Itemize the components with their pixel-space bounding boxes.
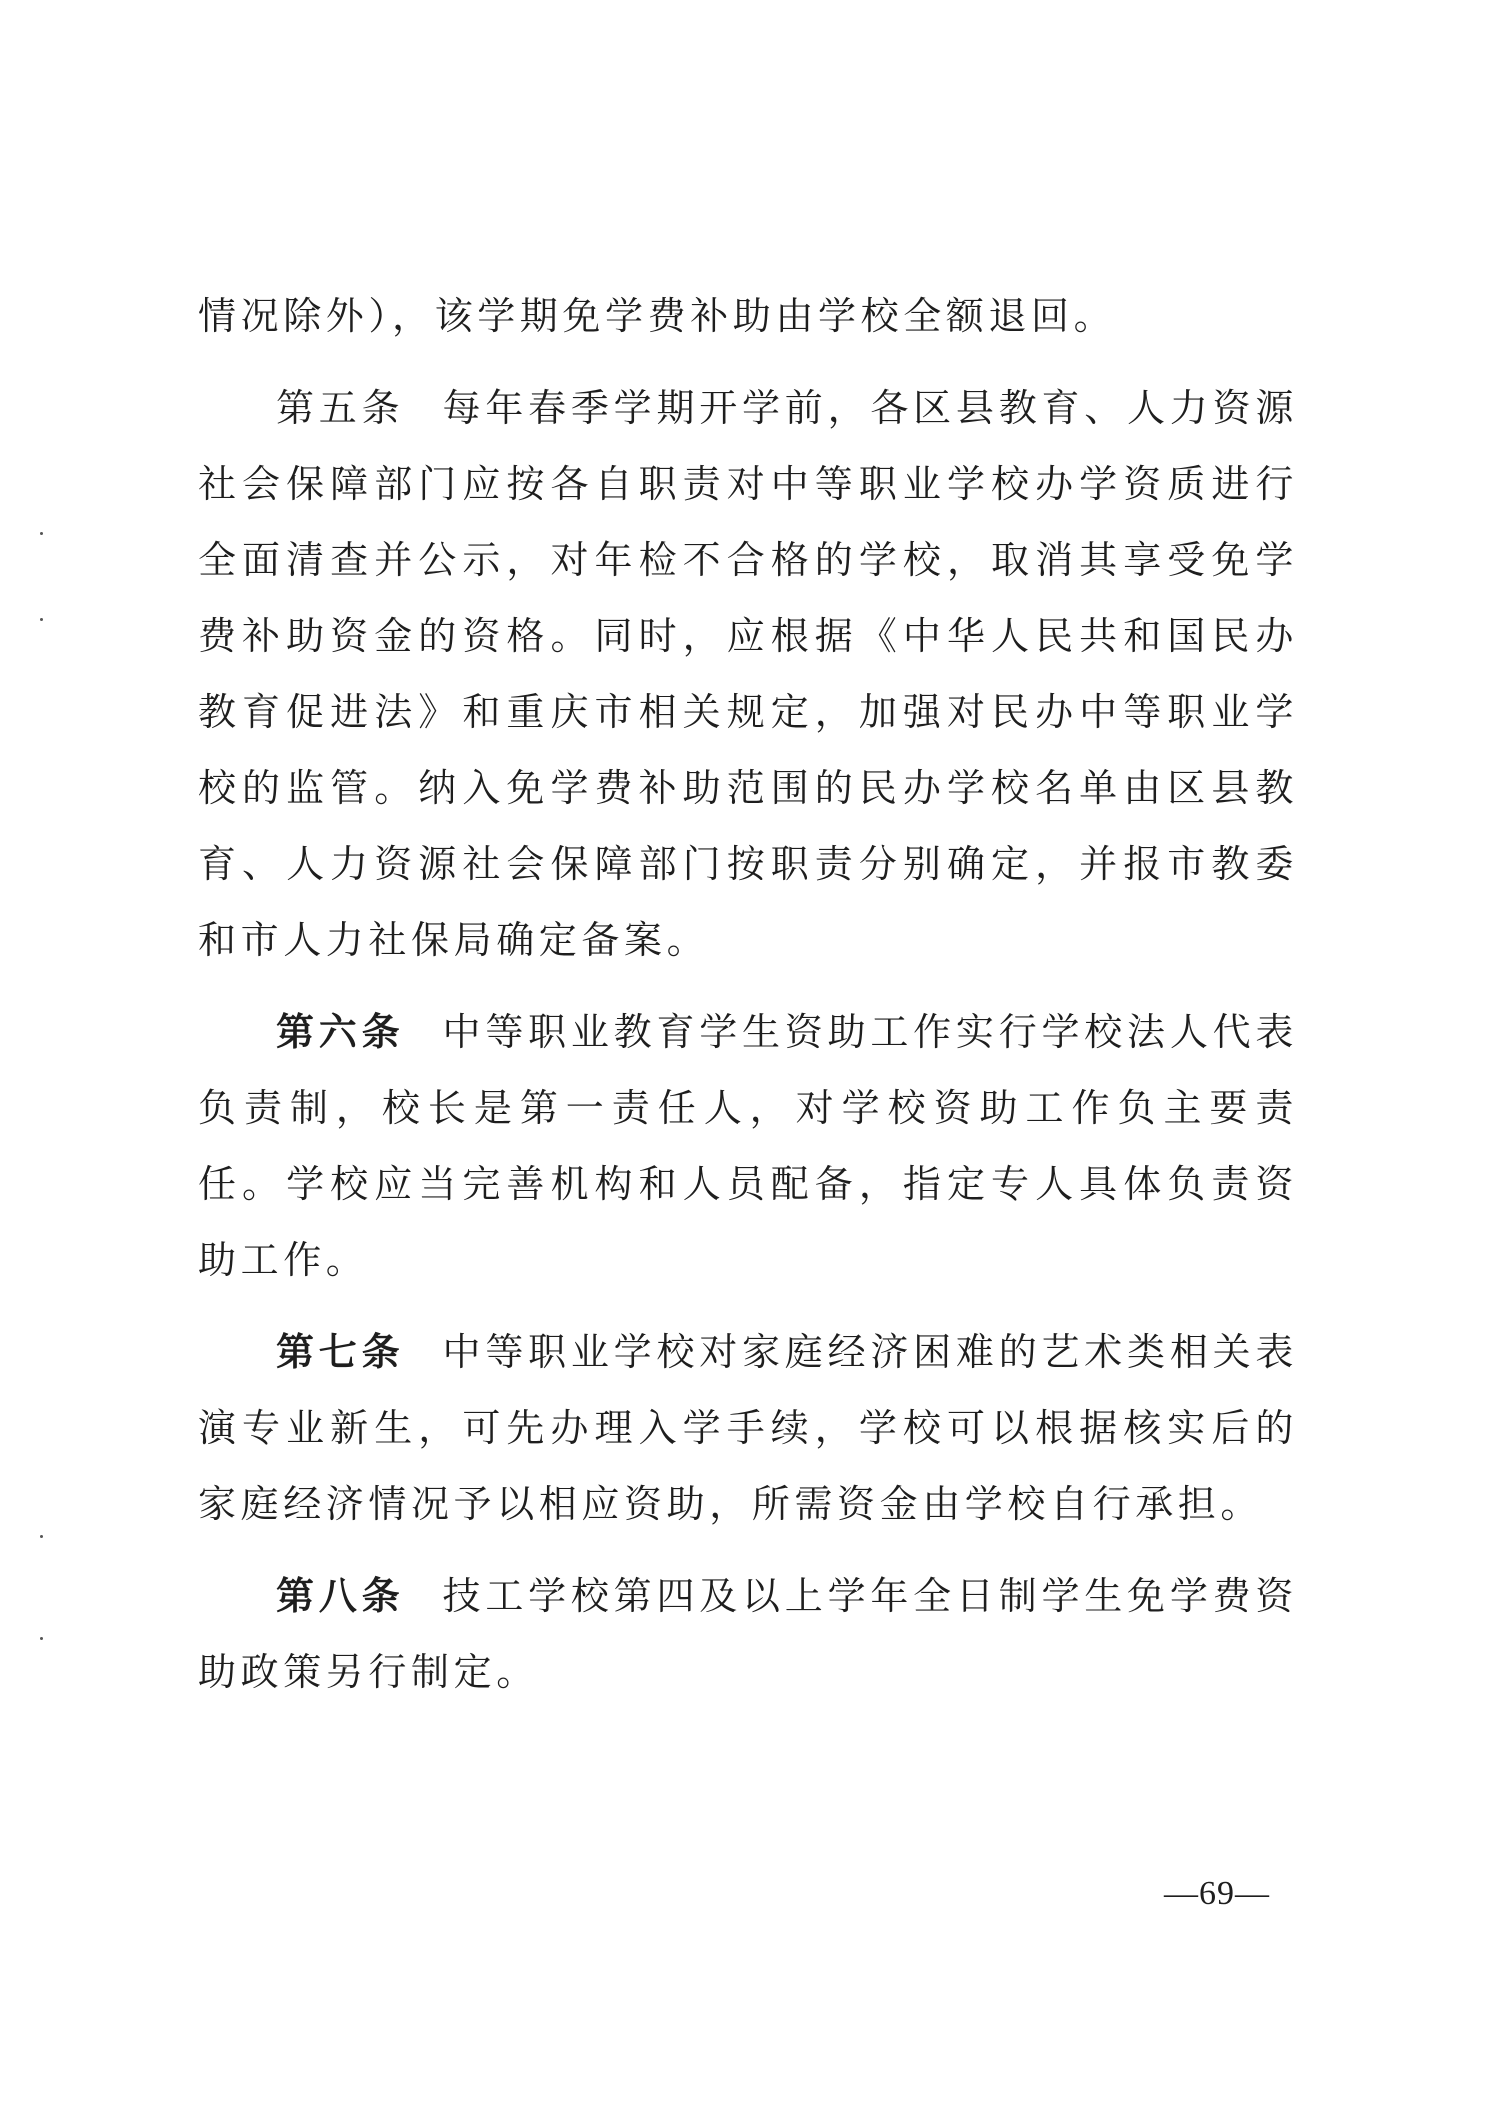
page-number: —69— [1164,1875,1270,1912]
paragraph-text: 情况除外），该学期免学费补助由学校全额退回。 [198,294,1117,338]
article-text: 中等职业教育学生资助工作实行学校法人代表负责制，校长是第一责任人，对学校资助工作负主要责任。学校应当完善机构和人员配备，指定专人具体负责资助工作。 [198,1010,1298,1282]
article-label: 第八条 [276,1574,405,1618]
body-text [198,278,1298,1726]
article-label: 第七条 [276,1330,405,1374]
margin-mark [40,618,43,621]
article-label: 第五条 [276,386,405,430]
article-label: 第六条 [276,1010,405,1054]
article-text: 每年春季学期开学前，各区县教育、人力资源社会保障部门应按各自职责对中等职业学校办学资质进行全面清查并公示，对年检不合格的学校，取消其享受免学费补助资金的资格。同时，应根据《中华人民共和国民办教育促进法》和重庆市相关规定，加强对民办中等职业学校的监管。纳入免学费补助范围的民办学校名单由区县教育、人力资源社会保障部门按职责分别确定，并报市教委和市人力社保局确定备案。 [198,386,1298,962]
paragraph-continuation [198,278,1298,354]
article-text: 技工学校第四及以上学年全日制学生免学费资助政策另行制定。 [198,1574,1298,1694]
article-8 [198,1558,1298,1710]
margin-mark [40,1535,43,1538]
article-5 [198,370,1298,978]
article-text: 中等职业学校对家庭经济困难的艺术类相关表演专业新生，可先办理入学手续，学校可以根据核实后的家庭经济情况予以相应资助，所需资金由学校自行承担。 [198,1330,1298,1526]
margin-mark [40,1637,43,1640]
article-7 [198,1314,1298,1542]
margin-mark [40,532,43,535]
article-6 [198,994,1298,1298]
